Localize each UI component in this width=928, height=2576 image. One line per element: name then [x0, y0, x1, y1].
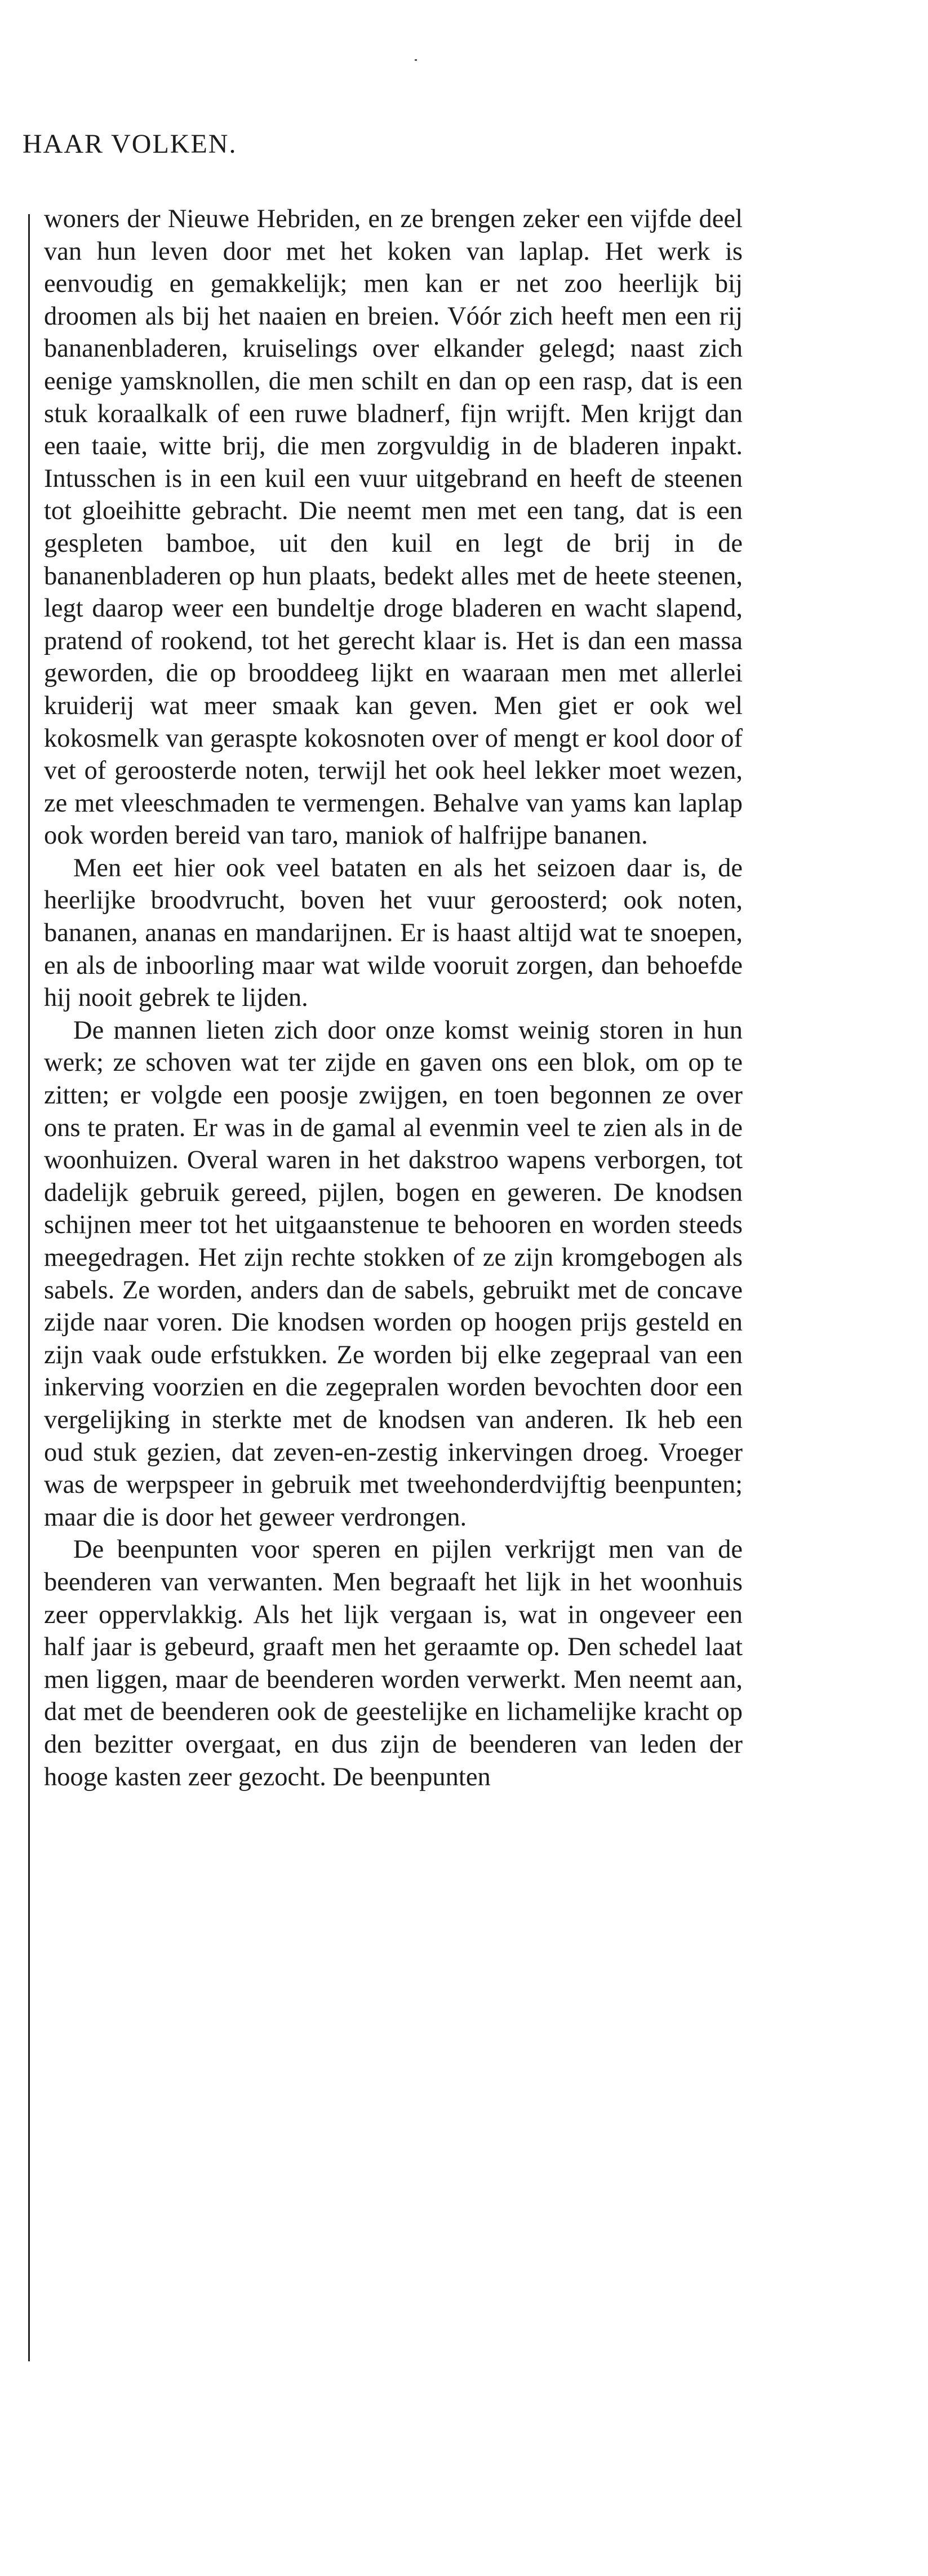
body-text — [44, 203, 743, 1793]
running-header: HAAR VOLKEN. — [23, 129, 237, 159]
margin-rule — [28, 214, 30, 2361]
paragraph-4: De beenpunten voor speren en pijlen verkrijgt men van de beenderen van verwanten. Men begraaft het lijk in het woonhuis zeer oppervlakkig. Als het lijk vergaan is, wat in ongeveer een half jaar is gebeurd, graaft men het geraamte op. Den schedel laat men liggen, maar de beenderen worden verwerkt. Men neemt aan, dat met de beenderen ook de geestelijke en lichamelijke kracht op den bezitter overgaat, en dus zijn de beenderen van leden der hooge kasten zeer gezocht. De beenpunten — [44, 1535, 743, 1792]
paragraph-1: woners der Nieuwe Hebriden, en ze brengen zeker een vijfde deel van hun leven door met het koken van laplap. Het werk is eenvoudig en gemakkelijk; men kan er net zoo heerlijk bij droomen als bij het naaien en breien. Vóór zich heeft men een rij bananenbladeren, kruiselings over elkander gelegd; naast zich eenige yamsknollen, die men schilt en dan op een rasp, dat is een stuk koraalkalk of een ruwe bladnerf, fijn wrijft. Men krijgt dan een taaie, witte brij, die men zorgvuldig in de bladeren inpakt. Intusschen is in een kuil een vuur uitgebrand en heeft de steenen tot gloeihitte gebracht. Die neemt men met een tang, dat is een gespleten bamboe, uit den kuil en legt de brij in de bananenbladeren op hun plaats, bedekt alles met de heete steenen, legt daarop weer een bundeltje droge bladeren en wacht slapend, pratend of rookend, tot het gerecht klaar is. Het is dan een massa geworden, die op brooddeeg lijkt en waaraan men met allerlei kruiderij wat meer smaak kan geven. Men giet er ook wel kokosmelk van geraspte kokosnoten over of mengt er kool door of vet of geroosterde noten, terwijl het ook heel lekker moet wezen, ze met vleeschmaden te vermengen. Behalve van yams kan laplap ook worden bereid van taro, maniok of halfrijpe bananen. — [44, 205, 743, 850]
paragraph-2: Men eet hier ook veel bataten en als het seizoen daar is, de heerlijke broodvrucht, boven het vuur geroosterd; ook noten, bananen, ananas en mandarijnen. Er is haast altijd wat te snoepen, en als de inboorling maar wat wilde vooruit zorgen, dan behoefde hij nooit gebrek te lijden. — [44, 853, 743, 1013]
paragraph-3: De mannen lieten zich door onze komst weinig storen in hun werk; ze schoven wat ter zijde en gaven ons een blok, om op te zitten; er volgde een poosje zwijgen, en toen begonnen ze over ons te praten. Er was in de gamal al evenmin veel te zien als in de woonhuizen. Overal waren in het dakstroo wapens verborgen, tot dadelijk gebruik gereed, pijlen, bogen en geweren. De knodsen schijnen meer tot het uitgaanstenue te behooren en worden steeds meegedragen. Het zijn rechte stokken of ze zijn kromgebogen als sabels. Ze worden, anders dan de sabels, gebruikt met de concave zijde naar voren. Die knodsen worden op hoogen prijs gesteld en zijn vaak oude erfstukken. Ze worden bij elke zegepraal van een inkerving voorzien en die zegepralen worden bevochten door een vergelijking in sterkte met de knodsen van anderen. Ik heb een oud stuk gezien, dat zeven-en-zestig inkervingen droeg. Vroeger was de werpspeer in gebruik met tweehonderdvijftig beenpunten; maar die is door het geweer verdrongen. — [44, 1016, 743, 1532]
print-speck — [415, 59, 417, 61]
